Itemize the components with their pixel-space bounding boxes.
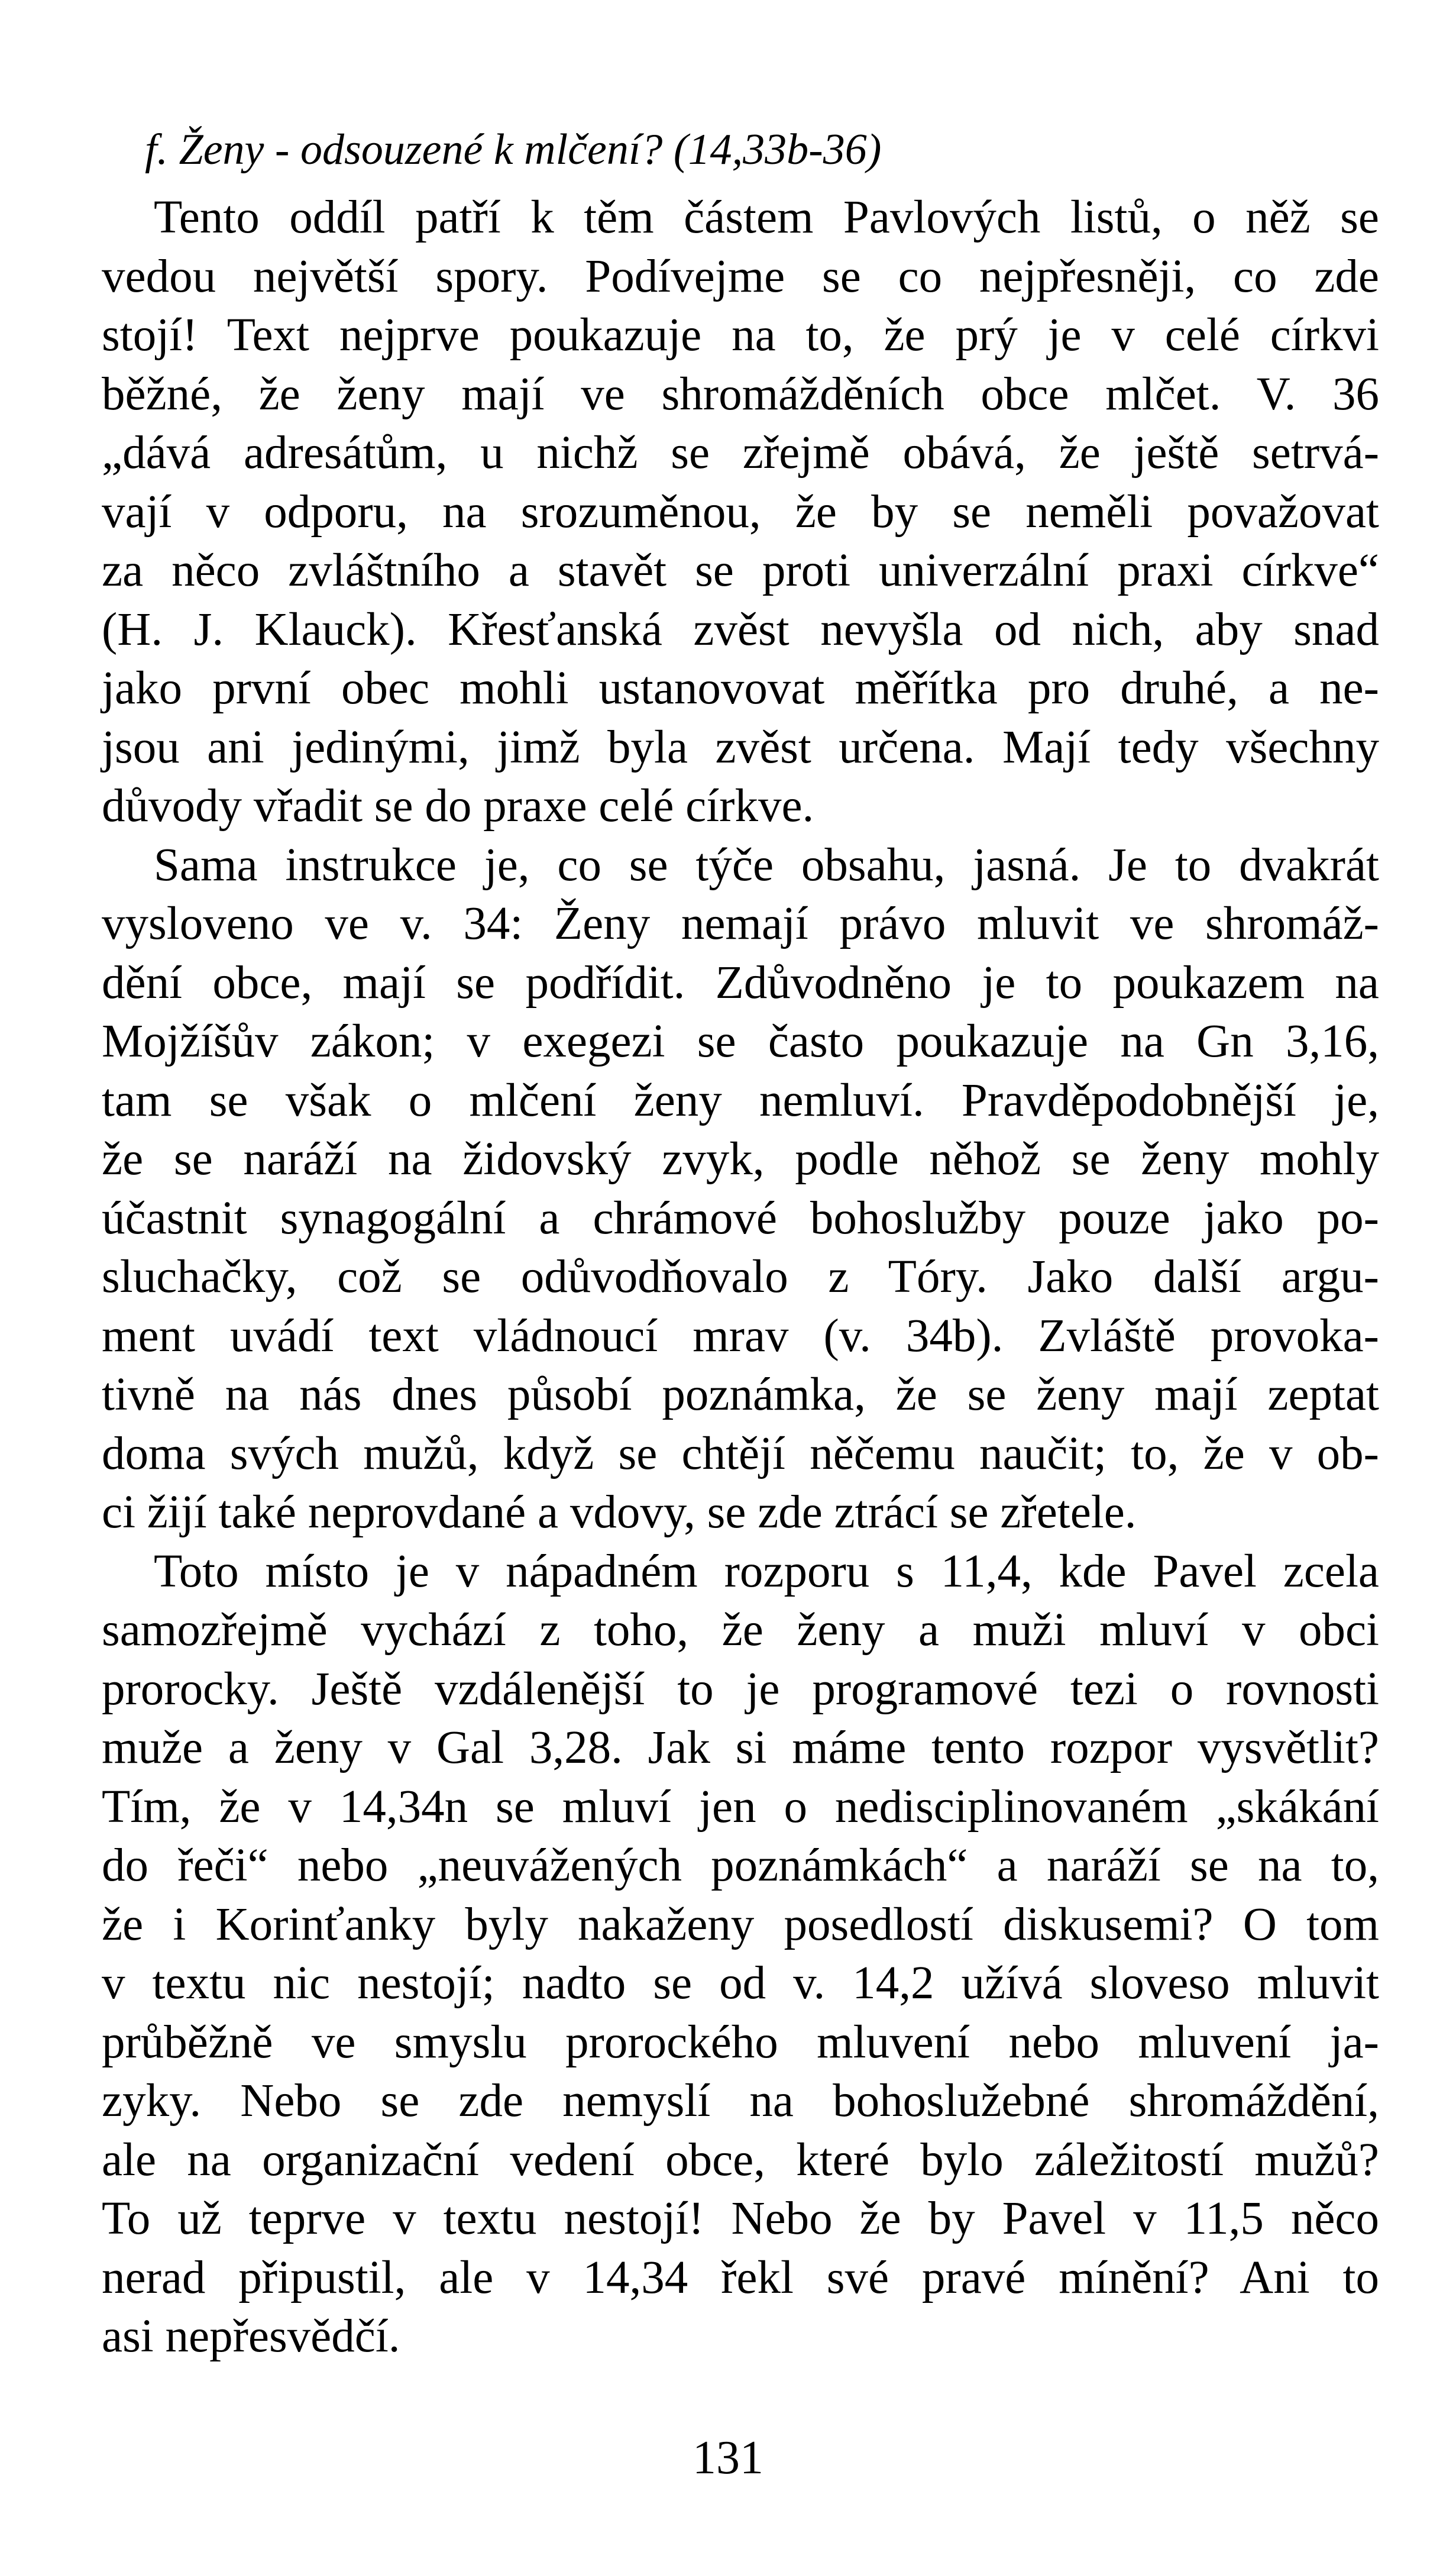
text-line: že i Korinťanky byly nakaženy posedlostí diskusemi? O tom (102, 1898, 1379, 1950)
text-line: tam se však o mlčení ženy nemluví. Pravděpodobnější je, (102, 1074, 1379, 1126)
text-line: samozřejmě vychází z toho, že ženy a muži mluví v obci (102, 1604, 1379, 1656)
text-line: vedou největší spory. Podívejme se co nejpřesněji, co zde (102, 250, 1379, 302)
page-number: 131 (693, 2432, 763, 2484)
text-line: Tím, že v 14,34n se mluví jen o nedisciplinovaném „skákání (102, 1781, 1379, 1833)
text-line: Sama instrukce je, co se týče obsahu, jasná. Je to dvakrát (154, 839, 1379, 891)
text-line: běžné, že ženy mají ve shromážděních obce mlčet. V. 36 (102, 368, 1379, 420)
text-line: za něco zvláštního a stavět se proti univerzální praxi církve“ (102, 545, 1379, 596)
text-line: že se naráží na židovský zvyk, podle něhož se ženy mohly (102, 1133, 1379, 1185)
text-line: ale na organizační vedení obce, které bylo záležitostí mužů? (102, 2134, 1379, 2186)
text-line: „dává adresátům, u nichž se zřejmě obává, že ještě setrvá- (102, 427, 1379, 479)
text-line: jako první obec mohli ustanovovat měřítka pro druhé, a ne- (102, 663, 1379, 714)
text-line: jsou ani jedinými, jimž byla zvěst určena. Mají tedy všechny (102, 721, 1379, 773)
text-line: ci žijí také neprovdané a vdovy, se zde ztrácí se zřetele. (102, 1487, 1137, 1538)
text-line: Mojžíšův zákon; v exegezi se často poukazuje na Gn 3,16, (102, 1016, 1379, 1067)
text-line: v textu nic nestojí; nadto se od v. 14,2 užívá sloveso mluvit (102, 1957, 1379, 2009)
text-line: účastnit synagogální a chrámové bohoslužby pouze jako po- (102, 1192, 1379, 1244)
text-line: do řeči“ nebo „neuvážených poznámkách“ a naráží se na to, (102, 1840, 1379, 1891)
text-line: vysloveno ve v. 34: Ženy nemají právo mluvit ve shromáž- (102, 898, 1379, 949)
text-line: dění obce, mají se podřídit. Zdůvodněno je to poukazem na (102, 957, 1379, 1009)
text-line: To už teprve v textu nestojí! Nebo že by Pavel v 11,5 něco (102, 2193, 1379, 2244)
text-line: vají v odporu, na srozuměnou, že by se neměli považovat (102, 486, 1379, 538)
paragraph-2 (102, 836, 1379, 1542)
text-line: sluchačky, což se odůvodňovalo z Tóry. Jako další argu- (102, 1251, 1379, 1303)
text-line: asi nepřesvědčí. (102, 2311, 400, 2362)
text-line: Toto místo je v nápadném rozporu s 11,4, kde Pavel zcela (154, 1545, 1379, 1597)
body-text (102, 188, 1379, 2366)
paragraph-3 (102, 1542, 1379, 2366)
text-line: Tento oddíl patří k těm částem Pavlových listů, o něž se (154, 192, 1379, 243)
text-line: stojí! Text nejprve poukazuje na to, že prý je v celé církvi (102, 309, 1379, 361)
text-line: zyky. Nebo se zde nemyslí na bohoslužebné shromáždění, (102, 2075, 1379, 2127)
text-line: nerad připustil, ale v 14,34 řekl své pravé mínění? Ani to (102, 2251, 1379, 2303)
text-line: muže a ženy v Gal 3,28. Jak si máme tento rozpor vysvětlit? (102, 1722, 1379, 1773)
section-heading: f. Ženy - odsouzené k mlčení? (14,33b-36) (145, 125, 882, 174)
text-line: prorocky. Ještě vzdálenější to je programové tezi o rovnosti (102, 1663, 1379, 1715)
text-line: ment uvádí text vládnoucí mrav (v. 34b). Zvláště provoka- (102, 1310, 1379, 1362)
text-line: doma svých mužů, když se chtějí něčemu naučit; to, že v ob- (102, 1427, 1379, 1479)
text-line: důvody vřadit se do praxe celé církve. (102, 780, 814, 832)
text-line: (H. J. Klauck). Křesťanská zvěst nevyšla od nich, aby snad (102, 603, 1379, 655)
text-line: průběžně ve smyslu prorockého mluvení nebo mluvení ja- (102, 2016, 1379, 2068)
text-line: tivně na nás dnes působí poznámka, že se ženy mají zeptat (102, 1369, 1379, 1420)
paragraph-1 (102, 188, 1379, 836)
